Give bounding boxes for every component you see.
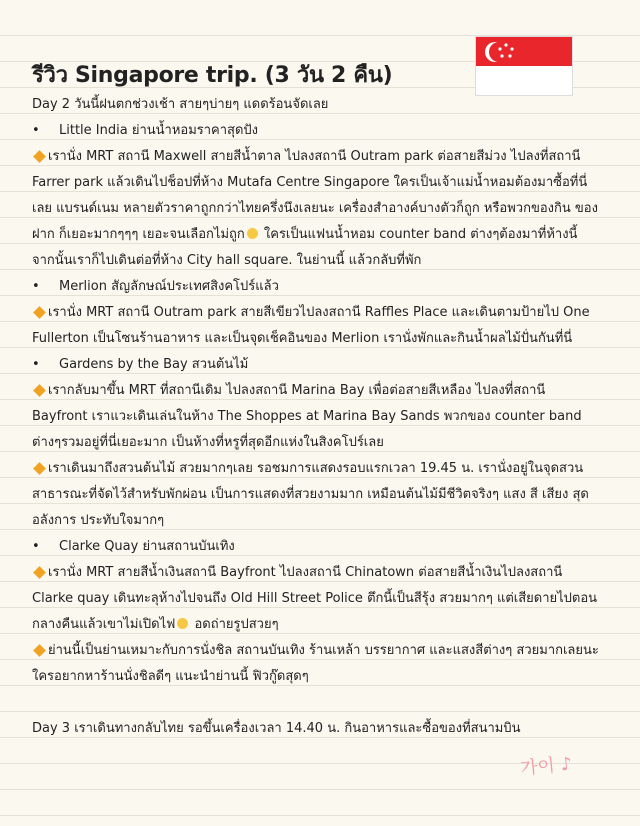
paragraph-line (32, 378, 612, 404)
line-text: เรากลับมาขึ้น MRT ที่สถานีเดิม ไปลงสถานี Marina Bay เพื่อต่อสายสีเหลือง ไปลงที่สถานี (48, 383, 546, 398)
paragraph-line: Fullerton เป็นโซนร้านอาหาร และเป็นจุดเช็คอินของ Merlion เรานั่งพักและกินน้ำผลไม้ปั่นกันที่นี่ (32, 331, 573, 346)
orange-diamond-icon (33, 644, 46, 657)
bullet-icon: • (32, 123, 40, 138)
paragraph-line: เลย แบรนด์เนม หลายตัวราคาถูกกว่าไทยครึ่งนึงเลยนะ เครื่องสำอางค์บางตัวก็ถูก หรือพวกของกิน ของ (32, 201, 598, 216)
paragraph-line (32, 300, 612, 326)
day2-intro: Day 2 วันนี้ฝนตกช่วงเช้า สายๆบ่ายๆ แดดร้อนจัดเลย (32, 97, 329, 112)
heading-text: Gardens by the Bay สวนต้นไม้ (59, 357, 249, 372)
section-heading-clarke-quay (32, 534, 612, 560)
heading-text: Clarke Quay ย่านสถานบันเทิง (59, 539, 235, 554)
section-heading-merlion (32, 274, 612, 300)
bullet-icon: • (32, 357, 40, 372)
line-text: เรานั่ง MRT สถานี Maxwell สายสีน้ำตาล ไปลงสถานี Outram park ต่อสายสีม่วง ไปลงที่สถานี (48, 149, 581, 164)
bullet-icon: • (32, 539, 40, 554)
paragraph-line: สาธารณะที่จัดไว้สำหรับพักผ่อน เป็นการแสดงที่สวยงามมาก เหมือนต้นไม้มีชีวิตจริงๆ แสง สี เสียง สุด (32, 487, 589, 502)
paragraph-line: Clarke quay เดินทะลุห้างไปจนถึง Old Hill Street Police ตึกนี้เป็นสีรุ้ง สวยมากๆ แต่เสียดายไปตอน (32, 591, 598, 606)
orange-diamond-icon (33, 566, 46, 579)
orange-diamond-icon (33, 462, 46, 475)
laughing-emoji-icon (247, 228, 258, 239)
paragraph-line (32, 144, 612, 170)
paragraph-line: Farrer park แล้วเดินไปช็อปที่ห้าง Mutafa Centre Singapore ใครเป็นเจ้าแม่น้ำหอมต้องมาซื้อที่นี่ (32, 175, 588, 190)
orange-diamond-icon (33, 384, 46, 397)
paragraph-line: ต่างๆรวมอยู่ที่นี่เยอะมาก เป็นห้างที่หรูที่สุดอีกแห่งในสิงคโปร์เลย (32, 435, 384, 450)
orange-diamond-icon (33, 150, 46, 163)
line-text: กลางคืนแล้วเขาไม่เปิดไฟ (32, 617, 176, 632)
signature: 가이 ♪ (519, 753, 574, 780)
paragraph-line: ใครอยากหาร้านนั่งชิลดีๆ แนะนำย่านนี้ ฟิวกู๊ดสุดๆ (32, 669, 309, 684)
line-text: ย่านนี้เป็นย่านเหมาะกับการนั่งชิล สถานบันเทิง ร้านเหล้า บรรยากาศ และแสงสีต่างๆ สวยมากเลยนะ (48, 643, 599, 658)
paragraph-line: อลังการ ประทับใจมากๆ (32, 513, 165, 528)
paragraph-line (32, 560, 612, 586)
heading-text: Little India ย่านน้ำหอมราคาสุดปัง (59, 123, 259, 138)
line-text: อดถ่ายรูปสวยๆ (190, 617, 279, 632)
blank-line (32, 690, 612, 716)
section-heading-little-india (32, 118, 612, 144)
line-text: เรานั่ง MRT สถานี Outram park สายสีเขียวไปลงสถานี Raffles Place และเดินตามป้ายไป One (48, 305, 590, 320)
paragraph-line: Bayfront เราแวะเดินเล่นในห้าง The Shoppes at Marina Bay Sands พวกของ counter band (32, 409, 582, 424)
paragraph-line (32, 612, 612, 638)
section-heading-gardens (32, 352, 612, 378)
line-text: ใครเป็นแฟนน้ำหอม counter band ต่างๆต้องมาที่ห้างนี้ (259, 227, 578, 242)
line-text: เราเดินมาถึงสวนต้นไม้ สวยมากๆเลย รอชมการแสดงรอบแรกเวลา 19.45 น. เรานั่งอยู่ในจุดสวน (48, 461, 584, 476)
paragraph-line: จากนั้นเราก็ไปเดินต่อที่ห้าง City hall square. ในย่านนี้ แล้วกลับที่พัก (32, 253, 422, 268)
review-body (32, 92, 612, 742)
line-text: เรานั่ง MRT สายสีน้ำเงินสถานี Bayfront ไปลงสถานี Chinatown ต่อสายสีน้ำเงินไปลงสถานี (48, 565, 563, 580)
singapore-flag-icon (476, 37, 572, 95)
day3-summary: Day 3 เราเดินทางกลับไทย รอขึ้นเครื่องเวลา 14.40 น. กินอาหารและซื้อของที่สนามบิน (32, 721, 521, 736)
bullet-icon: • (32, 279, 40, 294)
paragraph-line (32, 638, 612, 664)
orange-diamond-icon (33, 306, 46, 319)
paragraph-line (32, 456, 612, 482)
paragraph-line (32, 222, 612, 248)
line-text: ฝาก ก็เยอะมากๆๆๆ เยอะจนเลือกไม่ถูก (32, 227, 245, 242)
sad-emoji-icon (177, 618, 188, 629)
heading-text: Merlion สัญลักษณ์ประเทศสิงคโปร์แล้ว (59, 279, 279, 294)
page-title: รีวิว Singapore trip. (3 วัน 2 คืน) (32, 63, 393, 88)
